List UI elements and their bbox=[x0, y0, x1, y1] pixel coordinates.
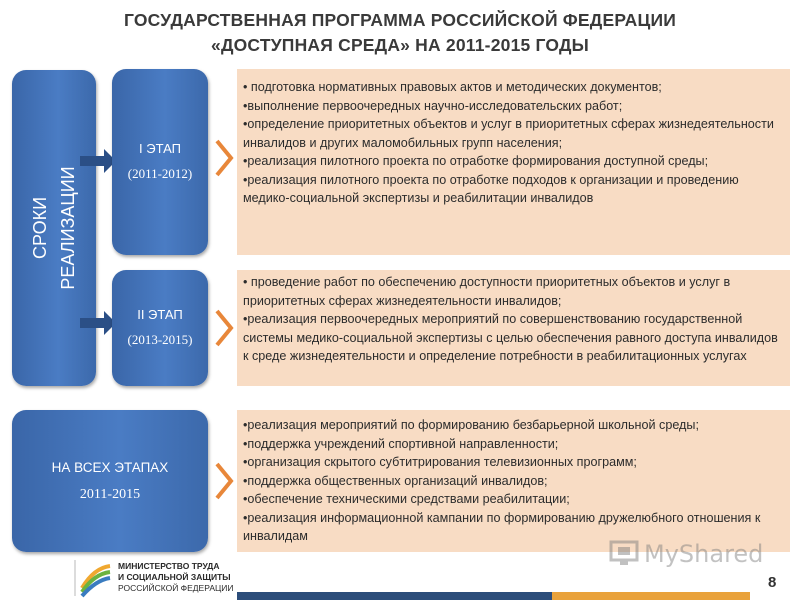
list-item: •поддержка общественных организаций инвалидов; bbox=[243, 473, 548, 488]
arrow-right-icon bbox=[80, 318, 104, 328]
all-stages-years: 2011-2015 bbox=[79, 487, 141, 502]
watermark-text: MyShared bbox=[644, 540, 764, 568]
chevron-right-icon bbox=[213, 461, 235, 501]
title-line-1: ГОСУДАРСТВЕННАЯ ПРОГРАММА РОССИЙСКОЙ ФЕДЕРАЦИИ bbox=[123, 10, 677, 30]
ministry-line-1: МИНИСТЕРСТВО ТРУДА bbox=[118, 561, 220, 571]
implementation-period-label bbox=[26, 166, 82, 289]
implementation-period-box bbox=[12, 70, 96, 386]
stage-2-name: II ЭТАП bbox=[137, 307, 183, 322]
period-label-line-2: РЕАЛИЗАЦИИ bbox=[58, 166, 78, 290]
list-item: •поддержка учреждений спортивной направленности; bbox=[243, 436, 559, 451]
stage-1-years: (2011-2012) bbox=[127, 166, 193, 181]
all-stages-name: НА ВСЕХ ЭТАПАХ bbox=[51, 460, 169, 475]
stage-2-box bbox=[112, 270, 208, 386]
all-stages-box bbox=[12, 410, 208, 552]
stage-1-name: I ЭТАП bbox=[139, 141, 181, 156]
list-item: •реализация первоочередных мероприятий по совершенствованию государственной системы медико-социальной экспертизы с целью обеспечения равного доступа инвалидов к среде жизнедеятельности и определение потребности в реабилитационных услугах bbox=[243, 312, 778, 363]
list-item: •организация скрытого субтитрирования телевизионных программ; bbox=[243, 455, 637, 469]
all-stages-tasks-panel bbox=[237, 410, 790, 552]
list-item: •определение приоритетных объектов и услуг в приоритетных сферах жизнедеятельности инвалидов и других маломобильных групп населения; bbox=[243, 117, 774, 150]
bottom-bar-orange bbox=[552, 592, 750, 600]
list-item: • подготовка нормативных правовых актов и методических документов; bbox=[243, 80, 662, 94]
list-item: •реализация мероприятий по формированию безбарьерной школьной среды; bbox=[243, 418, 699, 432]
ministry-line-3: РОССИЙСКОЙ ФЕДЕРАЦИИ bbox=[118, 583, 234, 593]
period-label-line-1: СРОКИ bbox=[30, 196, 50, 260]
ministry-line-2: И СОЦИАЛЬНОЙ ЗАЩИТЫ bbox=[118, 572, 231, 582]
arrow-right-icon bbox=[80, 156, 104, 166]
ministry-logo-icon bbox=[74, 558, 114, 598]
watermark bbox=[608, 538, 768, 572]
ministry-logo bbox=[70, 558, 260, 598]
chevron-right-icon bbox=[213, 308, 235, 348]
page-title bbox=[40, 8, 760, 58]
stage-2-tasks-panel bbox=[237, 270, 790, 386]
list-item: •выполнение первоочередных научно-исследовательских работ; bbox=[243, 98, 623, 113]
ministry-name bbox=[118, 561, 234, 594]
chevron-right-icon bbox=[213, 138, 235, 178]
title-line-2: «ДОСТУПНАЯ СРЕДА» НА 2011-2015 ГОДЫ bbox=[211, 35, 589, 55]
stage-1-tasks-panel bbox=[237, 69, 790, 255]
page-number: 8 bbox=[768, 574, 777, 591]
watermark-logo-icon bbox=[608, 538, 640, 568]
stage-2-years: (2013-2015) bbox=[127, 332, 193, 347]
list-item: •реализация пилотного проекта по отработке подходов к организации и проведению медико-социальной экспертизы и реабилитации инвалидов bbox=[243, 172, 739, 205]
stage-1-box bbox=[112, 69, 208, 255]
list-item: •реализация пилотного проекта по отработке формирования доступной среды; bbox=[243, 154, 709, 168]
list-item: • проведение работ по обеспечению доступности приоритетных объектов и услуг в приоритетных сферах жизнедеятельности инвалидов; bbox=[243, 275, 731, 308]
list-item: •обеспечение техническими средствами реабилитации; bbox=[243, 492, 570, 506]
list-item: •реализация информационной кампании по формированию дружелюбного отношения к инвалидам bbox=[243, 510, 761, 543]
